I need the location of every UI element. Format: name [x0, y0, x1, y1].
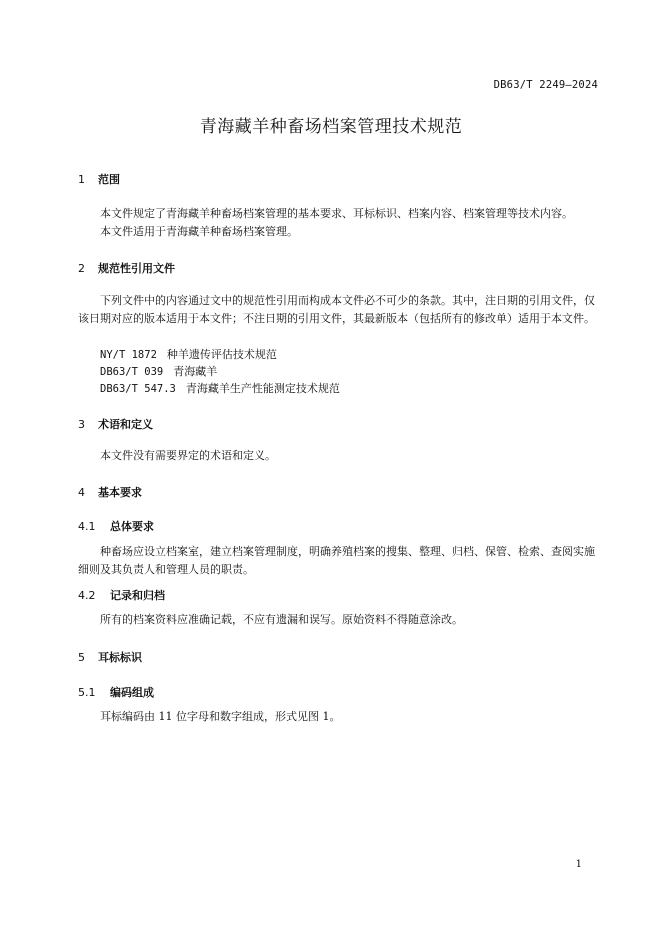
- reference-code: DB63/T 039: [100, 366, 164, 378]
- section-title: 编码组成: [110, 686, 154, 699]
- section-title: 范围: [98, 173, 120, 186]
- section-number: 1: [78, 173, 85, 186]
- section-1-paragraph-2: 本文件适用于青海藏羊种畜场档案管理。: [100, 225, 298, 238]
- section-title: 耳标标识: [98, 651, 142, 664]
- section-1-heading: [78, 171, 120, 187]
- section-4-2-heading: [78, 587, 165, 603]
- reference-code: NY/T 1872: [100, 349, 157, 361]
- section-number: 4.2: [78, 589, 96, 602]
- section-number: 4: [78, 486, 85, 499]
- section-number: 5: [78, 651, 85, 664]
- section-1-paragraph-1: 本文件规定了青海藏羊种畜场档案管理的基本要求、耳标标识、档案内容、档案管理等技术内容。: [100, 207, 573, 220]
- section-5-1-paragraph-1: 耳标编码由 11 位字母和数字组成，形式见图 1。: [100, 710, 341, 723]
- reference-code: DB63/T 547.3: [100, 383, 176, 395]
- section-5-1-heading: [78, 684, 154, 700]
- section-title: 术语和定义: [98, 418, 153, 431]
- section-3-paragraph-1: 本文件没有需要界定的术语和定义。: [100, 449, 276, 462]
- section-number: 5.1: [78, 686, 96, 699]
- section-number: 2: [78, 262, 85, 275]
- section-title: 基本要求: [98, 486, 142, 499]
- reference-name: 青海藏羊: [173, 365, 218, 378]
- section-3-heading: [78, 416, 153, 432]
- section-4-1-heading: [78, 518, 154, 534]
- section-title: 记录和归档: [110, 589, 165, 602]
- section-2-paragraph-1: 下列文件中的内容通过文中的规范性引用而构成本文件必不可少的条款。其中，注日期的引用文件，仅该日期对应的版本适用于本文件；不注日期的引用文件，其最新版本（包括所有的修改单）适用于本文件。: [78, 294, 595, 325]
- standard-code: DB63/T 2249—2024: [493, 79, 598, 91]
- section-number: 3: [78, 418, 85, 431]
- reference-name: 青海藏羊生产性能测定技术规范: [185, 382, 340, 395]
- reference-item: [100, 346, 277, 362]
- section-4-heading: [78, 484, 142, 500]
- section-4-2-paragraph-1: 所有的档案资料应准确记载，不应有遗漏和误写。原始资料不得随意涂改。: [100, 613, 463, 626]
- section-2-heading: [78, 260, 175, 276]
- section-4-1-paragraph-1: 种畜场应设立档案室，建立档案管理制度，明确养殖档案的搜集、整理、归档、保管、检索、查阅实施细则及其负责人和管理人员的职责。: [78, 545, 595, 576]
- section-title: 规范性引用文件: [98, 262, 175, 275]
- document-title: 青海藏羊种畜场档案管理技术规范: [199, 117, 463, 137]
- reference-item: [100, 363, 217, 379]
- page-number: 1: [575, 859, 582, 870]
- section-5-heading: [78, 649, 142, 665]
- reference-item: [100, 380, 340, 396]
- section-title: 总体要求: [110, 520, 154, 533]
- reference-name: 种羊遗传评估技术规范: [166, 348, 277, 361]
- section-number: 4.1: [78, 520, 96, 533]
